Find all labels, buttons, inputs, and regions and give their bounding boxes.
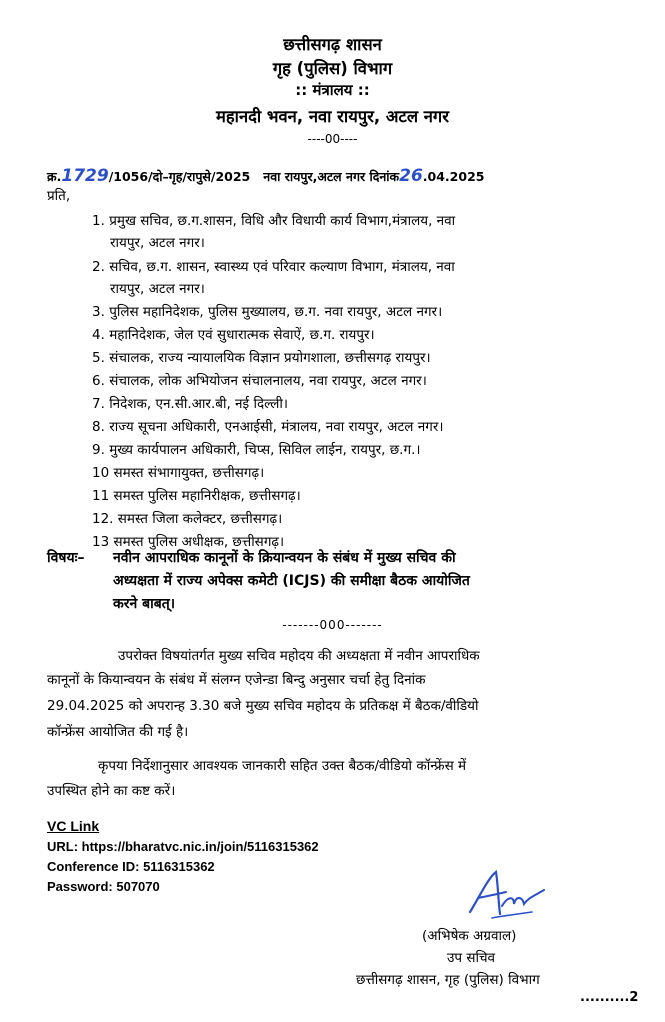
list-item-cont: रायपुर, अटल नगर। xyxy=(110,281,205,297)
list-item: 4. महानिदेशक, जेल एवं सुधारात्मक सेवाऐं, छ.ग. रायपुर। xyxy=(92,327,375,343)
reference-handwritten-day: 26 xyxy=(399,166,423,186)
list-item: 1. प्रमुख सचिव, छ.ग.शासन, विधि और विधायी कार्य विभाग,मंत्रालय, नवा xyxy=(92,213,456,229)
reference-prefix: क्र. xyxy=(47,169,62,184)
vc-conference-id: Conference ID: 5116315362 xyxy=(47,859,215,874)
list-item: 13 समस्त पुलिस अधीक्षक, छत्तीसगढ़। xyxy=(92,534,285,550)
vc-link-title: VC Link xyxy=(47,818,100,834)
to-label: प्रति, xyxy=(47,188,71,204)
subject-line: अध्यक्षता में राज्य अपेक्स कमेटी (ICJS) की समीक्षा बैठक आयोजित xyxy=(113,573,470,589)
list-item: 12. समस्त जिला कलेक्टर, छत्तीसगढ़। xyxy=(92,511,283,527)
signature-image xyxy=(462,866,552,922)
header-govt: छत्तीसगढ़ शासन xyxy=(283,35,382,54)
reference-place: नवा रायपुर,अटल नगर दिनांक xyxy=(263,169,400,184)
subject-label: विषयः– xyxy=(47,550,85,566)
page-number: ..........2 xyxy=(580,990,639,1005)
list-item: 10 समस्त संभागायुक्त, छत्तीसगढ़। xyxy=(92,465,265,481)
list-item: 9. मुख्य कार्यपालन अधिकारी, चिप्स, सिविल लाईन, रायपुर, छ.ग.। xyxy=(92,442,421,458)
list-item: 2. सचिव, छ.ग. शासन, स्वास्थ्य एवं परिवार कल्याण विभाग, मंत्रालय, नवा xyxy=(92,259,455,275)
signatory-department: छत्तीसगढ़ शासन, गृह (पुलिस) विभाग xyxy=(356,972,540,988)
reference-date: .04.2025 xyxy=(422,169,485,184)
body-paragraph-1: कानूनों के कियान्वयन के संबंध में संलग्न एजेन्डा बिन्दु अनुसार चर्चा हेतु दिनांक xyxy=(47,672,426,688)
header-divider: ----00---- xyxy=(307,132,358,146)
list-item-cont: रायपुर, अटल नगर। xyxy=(110,235,205,251)
separator: -------000------- xyxy=(282,618,383,632)
header-address: महानदी भवन, नवा रायपुर, अटल नगर xyxy=(216,107,449,126)
subject-line: करने बाबत्। xyxy=(113,596,176,612)
list-item: 8. राज्य सूचना अधिकारी, एनआईसी, मंत्रालय, नवा रायपुर, अटल नगर। xyxy=(92,419,444,435)
list-item: 6. संचालक, लोक अभियोजन संचालनालय, नवा रायपुर, अटल नगर। xyxy=(92,373,427,389)
list-item: 3. पुलिस महानिदेशक, पुलिस मुख्यालय, छ.ग. नवा रायपुर, अटल नगर। xyxy=(92,304,443,320)
body-paragraph-1: कॉन्फ्रेंस आयोजित की गई है। xyxy=(47,724,189,740)
header-department: गृह (पुलिस) विभाग xyxy=(272,59,393,78)
body-paragraph-1: उपरोक्त विषयांतर्गत मुख्य सचिव महोदय की अध्यक्षता में नवीन आपराधिक xyxy=(118,648,480,664)
subject-line: नवीन आपराधिक कानूनों के क्रियान्वयन के संबंध में मुख्य सचिव की xyxy=(113,550,456,566)
list-item: 5. संचालक, राज्य न्यायालयिक विज्ञान प्रयोगशाला, छत्तीसगढ़ रायपुर। xyxy=(92,350,431,366)
reference-number: /1056/दो–गृह/रापुसे/2025 xyxy=(108,169,251,184)
vc-password: Password: 507070 xyxy=(47,879,160,894)
list-item: 7. निदेशक, एन.सी.आर.बी, नई दिल्ली। xyxy=(92,396,288,412)
body-paragraph-1: 29.04.2025 को अपरान्ह 3.30 बजे मुख्य सचिव महोदय के प्रतिकक्ष में बैठक/वीडियो xyxy=(47,698,479,714)
header-ministry: :: मंत्रालय :: xyxy=(295,81,370,99)
reference-line xyxy=(47,166,484,186)
signatory-designation: उप सचिव xyxy=(447,950,496,966)
list-item: 11 समस्त पुलिस महानिरीक्षक, छत्तीसगढ़। xyxy=(92,488,301,504)
body-paragraph-2: कृपया निर्देशानुसार आवश्यक जानकारी सहित उक्त बैठक/वीडियो कॉन्फ्रेंस में xyxy=(98,758,467,774)
body-paragraph-2: उपस्थित होने का कष्ट करें। xyxy=(47,783,176,799)
signatory-name: (अभिषेक अग्रवाल) xyxy=(422,928,517,944)
vc-url[interactable]: URL: https://bharatvc.nic.in/join/5116315362 xyxy=(47,839,319,854)
reference-handwritten-number: 1729 xyxy=(61,166,109,186)
